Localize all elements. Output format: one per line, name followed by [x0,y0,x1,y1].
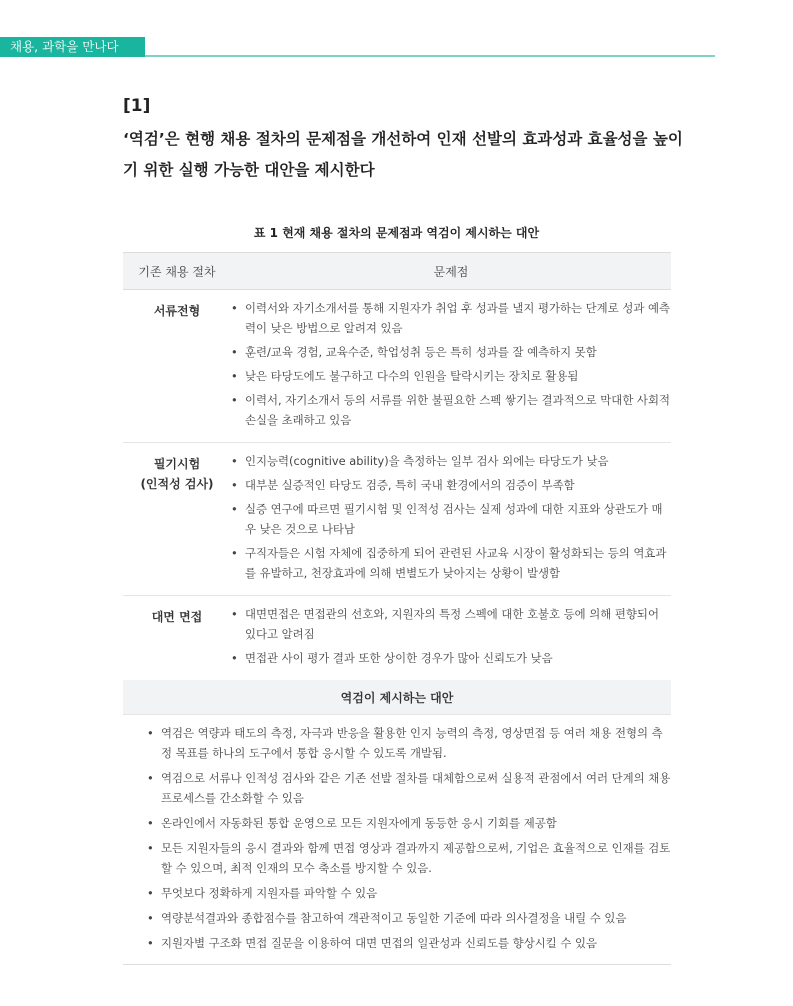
header-rule [145,55,715,57]
row-label-text: 대면 면접 [151,610,203,624]
list-item: • 지원자별 구조화 면접 질문을 이용하여 대면 면접의 일관성과 신뢰도를 향상시킬 수 있음 [147,936,597,950]
list-item: • 면접관 사이 평가 결과 또한 상이한 경우가 많아 신뢰도가 낮음 [231,651,553,665]
problem-list [231,451,671,587]
section-title: ‘역검’은 현행 채용 절차의 문제점을 개선하여 인재 선발의 효과성과 효율성을 높이기 위한 실행 가능한 대안을 제시한다 [123,130,683,179]
list-item: • 훈련/교육 경험, 교육수준, 학업성취 등은 특히 성과를 잘 예측하지 못함 [231,345,597,359]
table-row [123,290,671,443]
problem-list [231,298,671,434]
list-item: • 이력서와 자기소개서를 통해 지원자가 취업 후 성과를 낼지 평가하는 단계로 성과 예측력이 낮은 방법으로 알려져 있음 [231,301,670,335]
list-item: • 이력서, 자기소개서 등의 서류를 위한 불필요한 스펙 쌓기는 결과적으로 막대한 사회적 손실을 초래하고 있음 [231,393,670,427]
row-label-text: 필기시험 [153,457,201,471]
list-item: • 대면면접은 면접관의 선호와, 지원자의 특정 스펙에 대한 호불호 등에 의해 편향되어 있다고 알려짐 [231,607,659,641]
table-header [123,252,671,290]
row-label-subtext: (인적성 검사) [140,477,214,491]
list-item: • 모든 지원자들의 응시 결과와 함께 면접 영상과 결과까지 제공함으로써, 기업은 효율적으로 인재를 검토할 수 있으며, 최적 인재의 모수 축소를 방지할 수 있음. [147,841,671,875]
list-item: • 대부분 실증적인 타당도 검증, 특히 국내 환경에서의 검증이 부족함 [231,478,575,492]
table-row [123,596,671,680]
list-item: • 구직자들은 시험 자체에 집중하게 되어 관련된 사교육 시장이 활성화되는 등의 역효과를 유발하고, 천장효과에 의해 변별도가 낮아지는 상황이 발생함 [231,546,667,580]
comparison-table [123,252,671,965]
row-label [123,451,231,587]
table-caption: 표 1 현재 채용 절차의 문제점과 역검이 제시하는 대안 [253,226,540,240]
problem-list [231,604,671,672]
list-item: • 역검으로 서류나 인적성 검사와 같은 기존 선발 절차를 대체함으로써 실용적 관점에서 여러 단계의 채용 프로세스를 간소화할 수 있음 [147,771,671,805]
list-item: • 인지능력(cognitive ability)을 측정하는 일부 검사 외에는 타당도가 낮음 [231,454,609,468]
column-header-process: 기존 채용 절차 [138,264,216,279]
chapter-tab: 채용, 과학을 만나다 [0,37,145,57]
list-item: • 역량분석결과와 종합점수를 참고하여 객관적이고 동일한 기준에 따라 의사결정을 내릴 수 있음 [147,911,627,925]
section-number: [1] [123,96,151,116]
alternatives-list [123,715,671,965]
list-item: • 무엇보다 정확하게 지원자를 파악할 수 있음 [147,886,378,900]
alternatives-header: 역검이 제시하는 대안 [123,680,671,715]
row-label-text: 서류전형 [153,304,201,318]
column-header-problems: 문제점 [433,264,469,279]
row-label [123,604,231,672]
table-row [123,443,671,596]
list-item: • 역검은 역량과 태도의 측정, 자극과 반응을 활용한 인지 능력의 측정, 영상면접 등 여러 채용 전형의 측정 목표를 하나의 도구에서 통합 응시할 수 있도록 개발됨. [147,726,663,760]
row-label [123,298,231,434]
list-item: • 온라인에서 자동화된 통합 운영으로 모든 지원자에게 동등한 응시 기회를 제공함 [147,816,557,830]
list-item: • 실증 연구에 따르면 필기시험 및 인적성 검사는 실제 성과에 대한 지표와 상관도가 매우 낮은 것으로 나타남 [231,502,663,536]
list-item: • 낮은 타당도에도 불구하고 다수의 인원을 탈락시키는 장치로 활용됨 [231,369,579,383]
